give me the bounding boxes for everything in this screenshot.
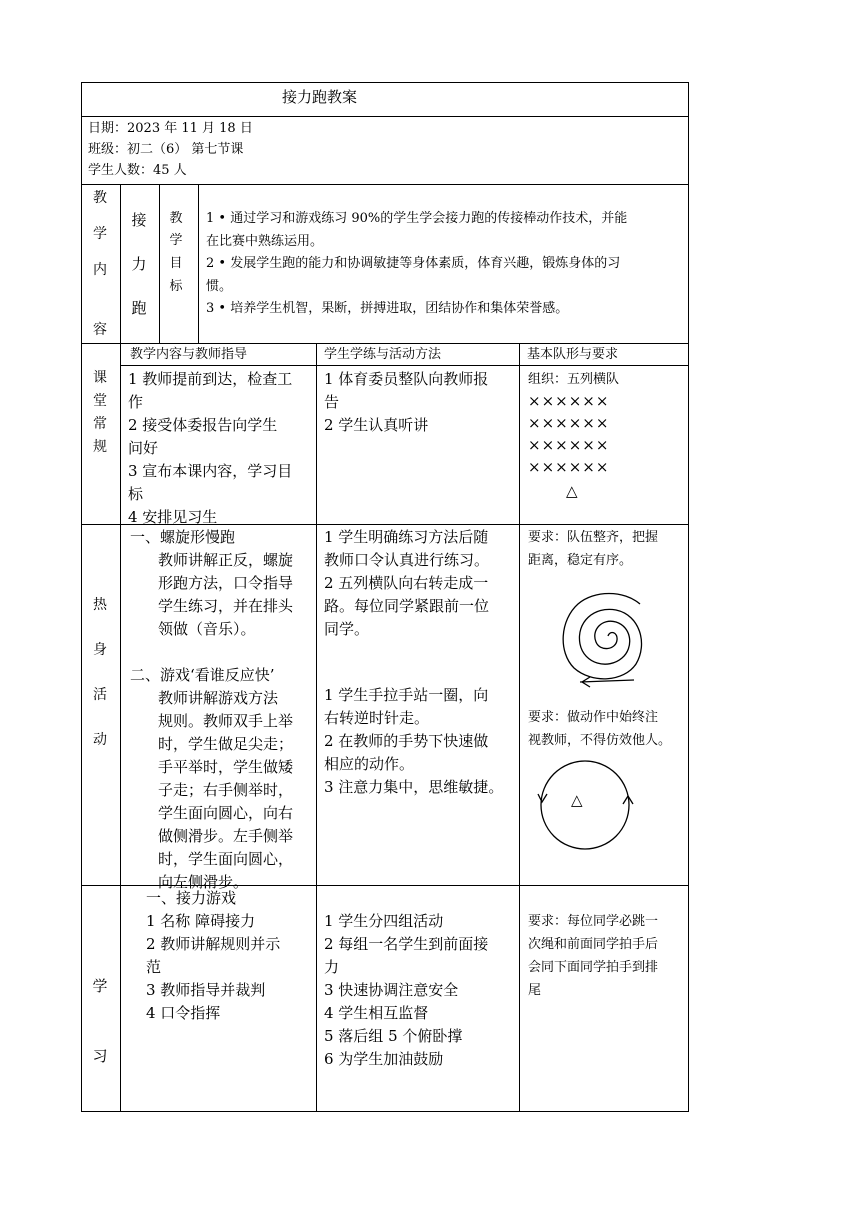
student-count-text: 学生人数：45 人 (88, 163, 187, 178)
teacher-position-mark: △ (566, 482, 578, 500)
header-formation: 基本队形与要求 (527, 347, 619, 362)
warmup-student-b: 1 学生手拉手站一圈，向 右转逆时针走。 2 在教师的手势下快速做 相应的动作。 3 注意力集中，思维敏捷。 (324, 686, 504, 796)
header-student: 学生学练与活动方法 (324, 347, 442, 362)
formation-title: 组织：五列横队 (528, 372, 620, 387)
page-title: 接力跑教案 (282, 88, 358, 106)
warmup-student-a: 1 学生明确练习方法后随 教师口令认真进行练习。 2 五列横队向右转走成一 路。每位同学紧跟前一位 同学。 (324, 528, 490, 638)
teacher-center-mark: △ (571, 791, 583, 809)
study-teacher: 一、接力游戏 (146, 889, 237, 907)
warmup-req-a: 要求：队伍整齐，把握 距离，稳定有序。 (528, 530, 659, 568)
warmup-teacher: 一、螺旋形慢跑 教师讲解正反，螺旋 形跑方法，口令指导 学生练习，并在排头 领做（音乐）。 二、游戏‘看谁反应快’ 教师讲解游戏方法 规则。教师双手上举 时，学生做足尖走； 手平举时，学生做矮 子走；右手侧举时， 学生面向圆心，向右 做侧滑步。左手侧举 时，学生面向圆心， 向左侧滑步。 (130, 528, 294, 891)
teaching-goals: 1 • 通过学习和游戏练习 90%的学生学会接力跑的传接棒动作技术，并能 在比赛中熟练运用。 2 • 发展学生跑的能力和协调敏捷等身体素质，体育兴趣，锻炼身体的习 惯。 3 • 培养学生机智，果断，拼搏进取，团结协作和集体荣誉感。 (206, 211, 628, 316)
spiral-run-diagram (550, 580, 660, 692)
header-teacher: 教学内容与教师指导 (130, 347, 248, 362)
date-text: 日期：2023 年 11 月 18 日 (88, 121, 253, 136)
study-req: 要求：每位同学必跳一 次绳和前面同学拍手后 会同下面同学拍手到排 尾 (528, 914, 659, 998)
formation-rows: ×××××× ×××××× ×××××× ×××××× (528, 392, 610, 476)
lesson-info (88, 118, 253, 181)
circle-game-diagram (536, 756, 634, 854)
routine-teacher: 1 教师提前到达，检查工 作 2 接受体委报告向学生 问好 3 宣布本课内容，学习目 标 4 安排见习生 (128, 370, 293, 526)
study-student: 1 学生分四组活动 2 每组一名学生到前面接 力 3 快速协调注意安全 4 学生相互监督 5 落后组 5 个俯卧撑 6 为学生加油鼓励 (324, 912, 489, 1068)
warmup-req-b: 要求：做动作中始终注 视教师，不得仿效他人。 (528, 710, 672, 748)
routine-student: 1 体育委员整队向教师报 告 2 学生认真听讲 (324, 370, 489, 434)
study-teacher-steps: 1 名称 障碍接力 2 教师讲解规则并示 范 3 教师指导并裁判 4 口令指挥 (146, 912, 281, 1022)
class-text: 班级：初二（6） 第七节课 (88, 142, 244, 157)
